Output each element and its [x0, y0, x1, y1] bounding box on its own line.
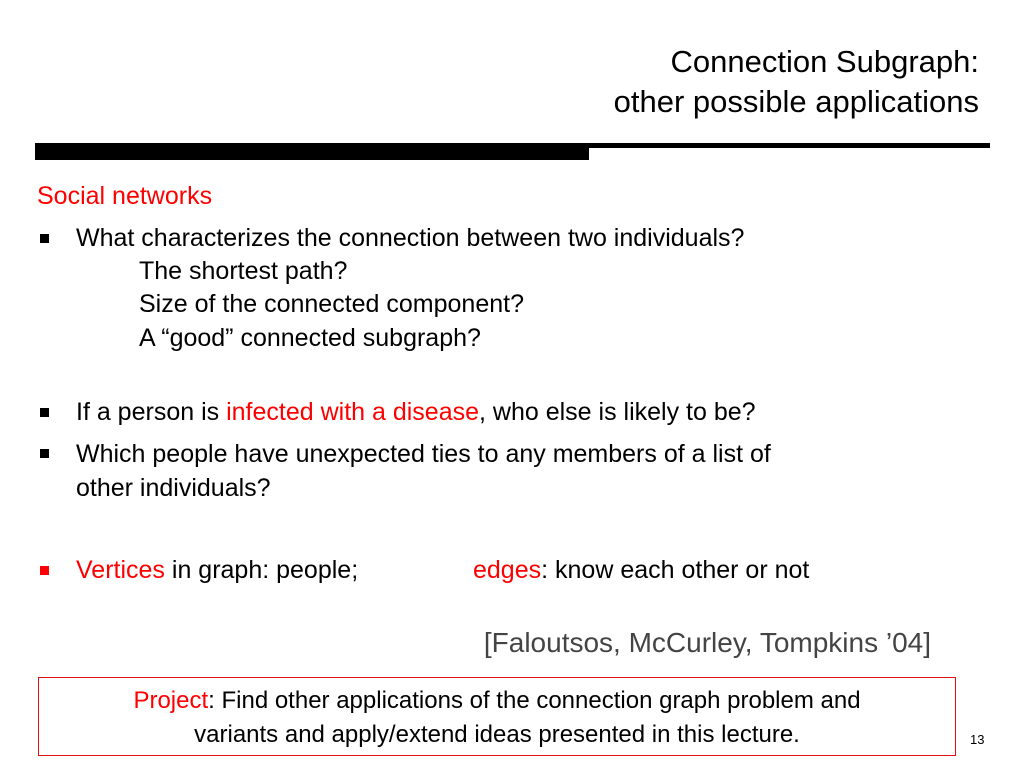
bullet-1-sub-3: A “good” connected subgraph?	[139, 324, 481, 352]
bullet-4-text-1: in graph: people;	[164, 556, 359, 584]
bullet-2-prefix: If a person is	[76, 398, 227, 426]
bullet-3-line-2: other individuals?	[76, 474, 271, 502]
bullet-4-edges	[473, 553, 809, 587]
page-number: 13	[970, 732, 985, 747]
project-label: Project	[133, 687, 209, 714]
section-heading: Social networks	[37, 182, 213, 210]
bullet-4-text-2: : know each other or not	[541, 556, 810, 584]
bullet-2-text	[76, 395, 756, 429]
bullet-4-term-vertices: Vertices	[76, 556, 165, 584]
project-line-1	[39, 684, 955, 718]
bullet-4-text	[76, 553, 358, 587]
citation: [Faloutsos, McCurley, Tompkins ’04]	[483, 627, 931, 658]
slide-title-line-1: Connection Subgraph:	[670, 44, 979, 79]
project-line-1-rest: : Find other applications of the connection graph problem and	[208, 687, 861, 714]
bullet-marker	[40, 408, 49, 417]
bullet-marker-red	[40, 566, 49, 575]
bullet-1-text: What characterizes the connection between two individuals?	[76, 224, 745, 252]
project-line-2: variants and apply/extend ideas presented in this lecture.	[194, 721, 800, 748]
slide-title-line-2: other possible applications	[613, 84, 979, 119]
bullet-2-highlight: infected with a disease	[226, 398, 480, 426]
bullet-1-sub-1: The shortest path?	[139, 257, 348, 285]
bullet-1-sub-2: Size of the connected component?	[139, 290, 524, 318]
bullet-2-suffix: , who else is likely to be?	[479, 398, 756, 426]
bullet-marker	[40, 449, 49, 458]
project-box	[38, 677, 956, 756]
title-rule-thick	[35, 146, 589, 160]
bullet-4-term-edges: edges	[473, 556, 542, 584]
bullet-marker	[40, 234, 49, 243]
bullet-3-line-1: Which people have unexpected ties to any members of a list of	[76, 440, 771, 468]
